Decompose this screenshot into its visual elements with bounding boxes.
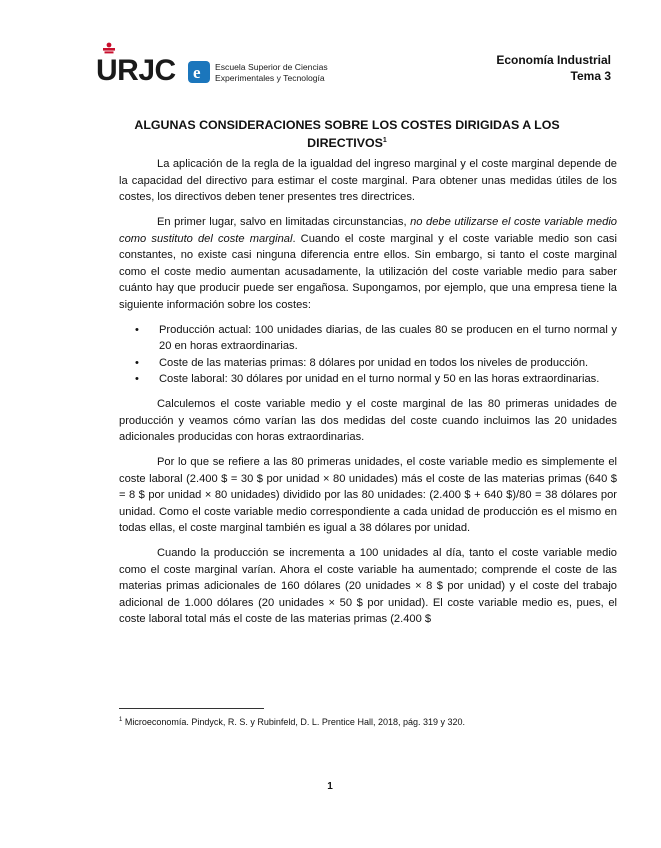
footnote-divider <box>119 708 264 709</box>
logo-text: URJC <box>96 54 176 87</box>
page-number: 1 <box>327 781 333 792</box>
footnote-ref[interactable]: 1 <box>382 137 387 144</box>
list-item: • Coste de las materias primas: 8 dólares por unidad en todos los niveles de producción. <box>159 355 617 372</box>
paragraph-3: Calculemos el coste variable medio y el coste marginal de las 80 primeras unidades de producción y veamos cómo varían las dos medidas del coste cuando incluimos las 20 unidades adicionales producidas con horas extraordinarias. <box>119 398 617 443</box>
course-header <box>496 52 611 84</box>
paragraph-2: En primer lugar, salvo en limitadas circunstancias, no debe utilizarse el coste variable medio como sustituto del coste marginal. Cuando el coste marginal y el coste variable medio son casi constantes, no existe casi ninguna diferencia entre ellos. Sin embargo, si tanto el coste marginal como el coste medio aumentan acusadamente, la utilización del coste variable medio para saber cuánto hay que producir puede ser engañosa. Supongamos, por ejemplo, que una empresa tiene la siguiente información sobre los costes: <box>119 216 617 311</box>
footnote: $^1$ Microeconomía. Pindyck, R. S. y Rubinfeld, D. L. Prentice Hall, 2018, pág. 319 y 320. <box>119 717 466 727</box>
list-item: • Producción actual: 100 unidades diarias, de las cuales 80 se producen en el turno normal y 20 en horas extraordinarias. <box>159 322 617 355</box>
document-body <box>119 156 617 636</box>
document-title: ALGUNAS CONSIDERACIONES SOBRE LOS COSTES DIRIGIDAS A LOS DIRECTIVOS$^1$ <box>134 118 560 151</box>
course-name: Economía Industrial <box>496 53 611 67</box>
topic-label: Tema 3 <box>570 69 611 83</box>
list-item: • Coste laboral: 30 dólares por unidad en el turno normal y 50 en las horas extraordinarias. <box>159 371 617 388</box>
paragraph-1: La aplicación de la regla de la igualdad del ingreso marginal y el coste marginal depende de la capacidad del directivo para estimar el coste marginal. Para obtener unas medidas útiles de los costes, los directivos deben tener presentes tres directrices. <box>119 158 617 203</box>
cost-info-list <box>119 322 617 388</box>
urjc-logo <box>96 42 356 92</box>
school-emblem-icon: e <box>188 61 210 83</box>
paragraph-5: Cuando la producción se incrementa a 100 unidades al día, tanto el coste variable medio como el coste marginal varían. Ahora el coste variable ha aumentado; comprende el coste de las materias primas adicionales de 160 dólares (20 unidades × 8 $ por unidad) y el coste del trabajo adicional de 1.000 dólares (20 unidades × 50 $ por unidad). El coste variable medio es, pues, el coste laboral total más el coste de las materias primas (2.400 $ <box>119 547 617 625</box>
crown-icon <box>102 42 116 54</box>
paragraph-4: Por lo que se refiere a las 80 primeras unidades, el coste variable medio es simplemente el coste laboral (2.400 $ = 30 $ por unidad × 80 unidades) más el coste de las materias primas (640 $ = 8 $ por unidad × 80 unidades) dividido por las 80 unidades: (2.400 $ + 640 $)/80 = 38 dólares por unidad. Como el coste variable medio correspondiente a cada unidad de producción es el mismo en todas ellas, el coste marginal también es igual a 38 dólares por unidad. <box>119 456 617 534</box>
school-name: Escuela Superior de Ciencias Experimentales y Tecnología <box>215 62 328 83</box>
